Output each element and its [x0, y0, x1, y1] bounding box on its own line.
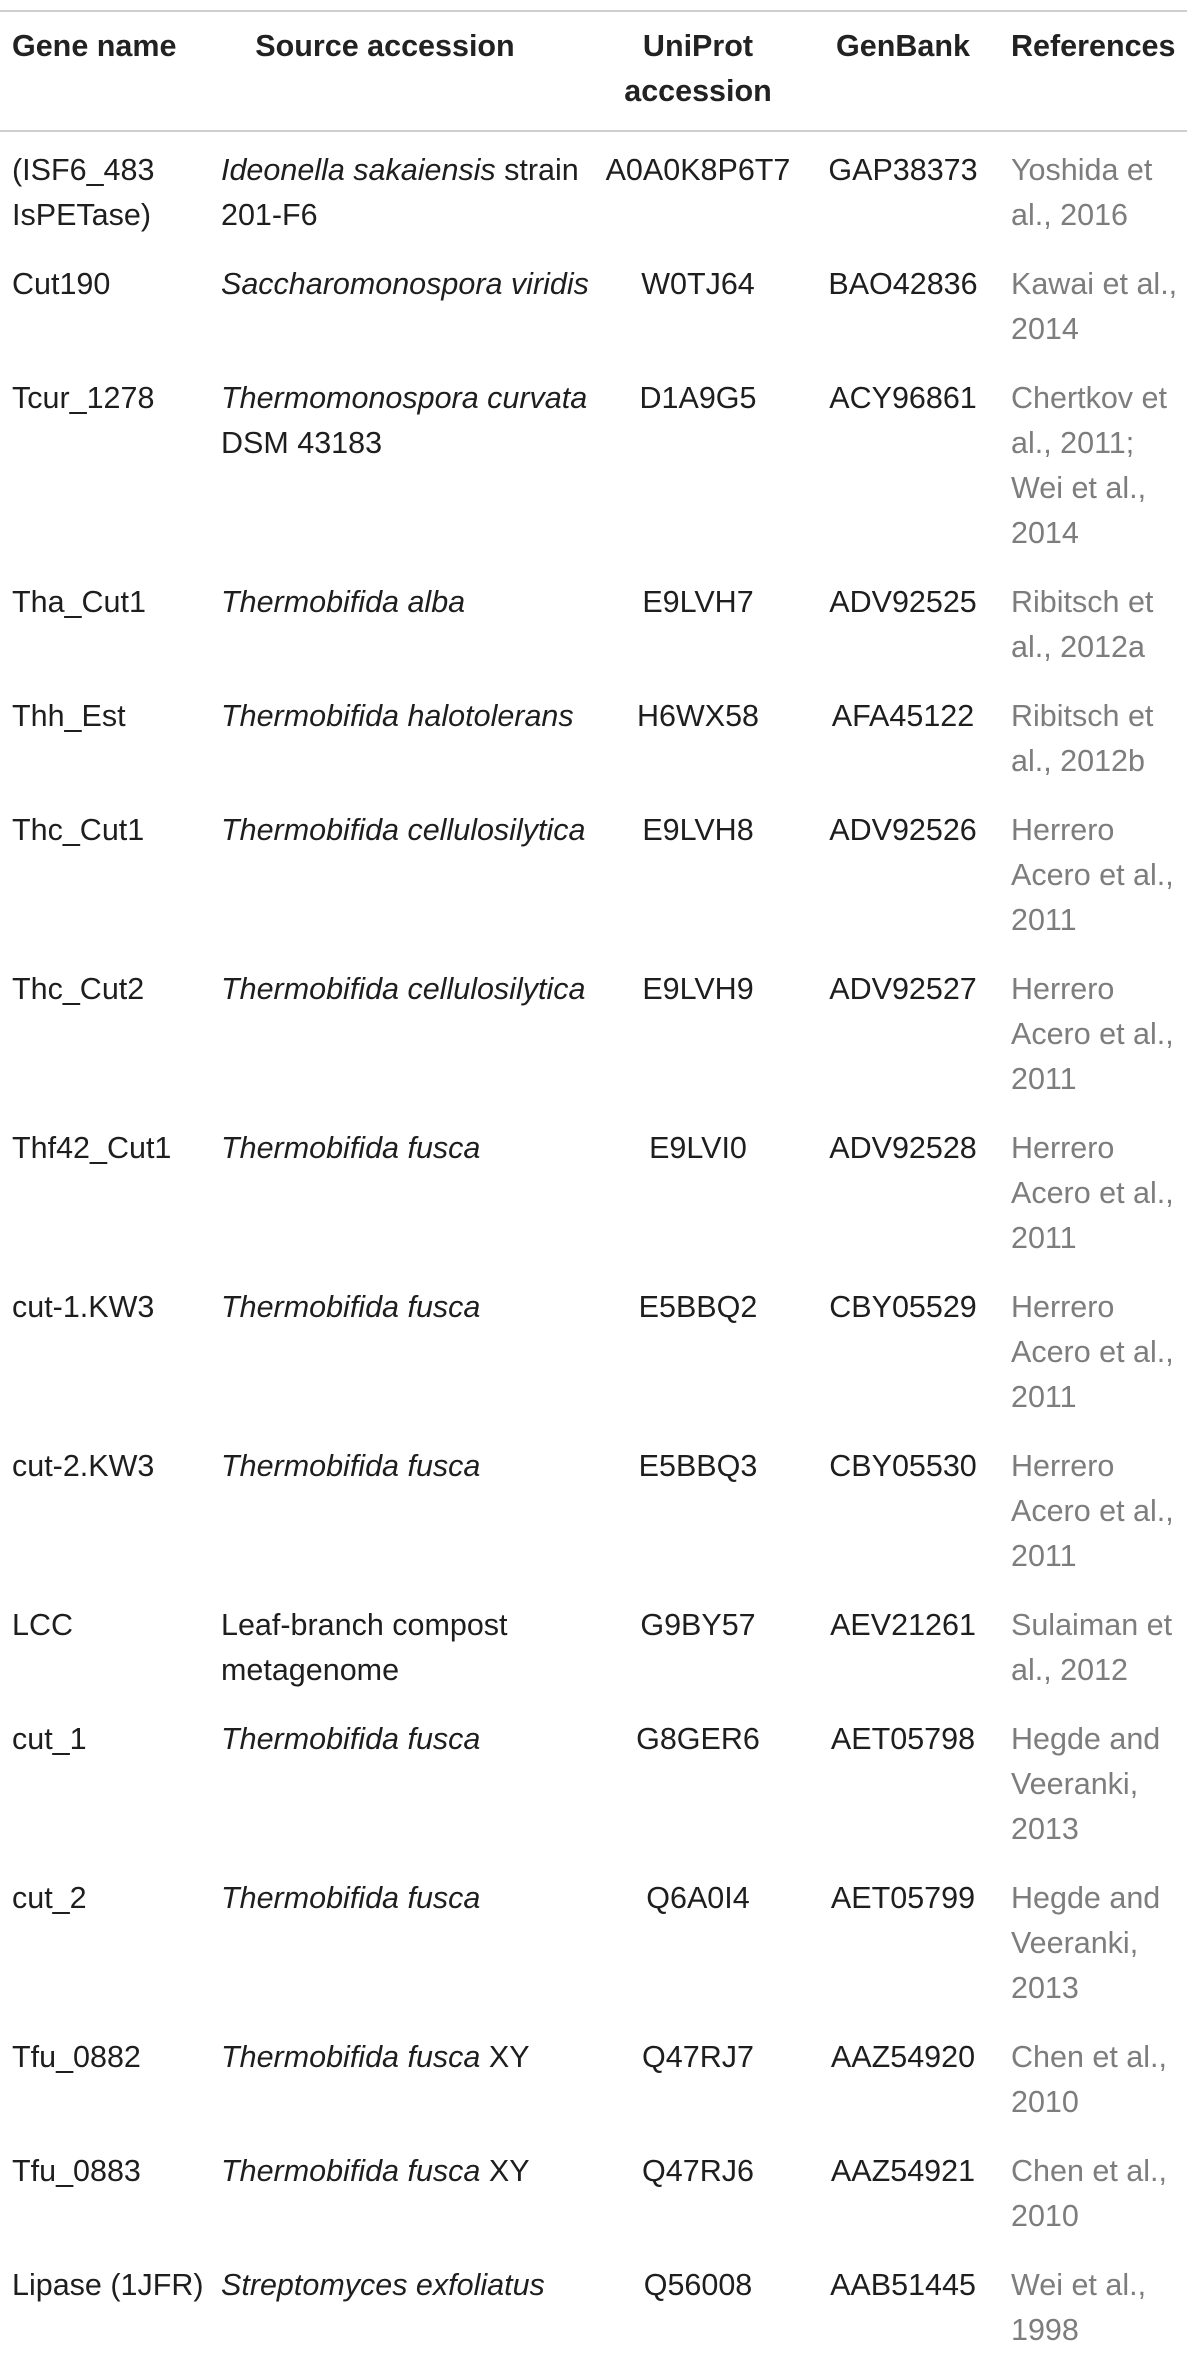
- table-row: [0, 951, 1187, 1110]
- gene-name-cell: cut_1: [12, 1722, 87, 1756]
- gene-name-cell: (ISF6_483 IsPETase): [12, 153, 155, 232]
- uniprot-accession-cell: E9LVH9: [642, 972, 754, 1006]
- genbank-cell: ACY96861: [829, 381, 977, 415]
- reference-link[interactable]: Ribitsch et al., 2012b: [1011, 699, 1154, 778]
- source-species: Thermobifida halotolerans: [221, 699, 574, 733]
- genbank-cell: ADV92527: [829, 972, 977, 1006]
- source-strain: XY: [480, 2040, 530, 2074]
- gene-name-cell: Tfu_0882: [12, 2040, 141, 2074]
- reference-link[interactable]: Hegde and Veeranki, 2013: [1011, 1722, 1161, 1846]
- source-accession-cell: [217, 360, 593, 564]
- gene-name-cell: cut-1.KW3: [12, 1290, 155, 1324]
- table-row: [0, 678, 1187, 792]
- genbank-cell: CBY05530: [829, 1449, 977, 1483]
- genbank-cell: AET05798: [830, 1722, 976, 1756]
- source-accession-cell: [217, 1428, 593, 1587]
- reference-link[interactable]: Hegde and Veeranki, 2013: [1011, 1881, 1161, 2005]
- reference-link[interactable]: Chertkov et al., 2011; Wei et al., 2014: [1011, 381, 1167, 550]
- table-row: [0, 2133, 1187, 2247]
- source-species: Thermomonospora curvata: [221, 381, 588, 415]
- table-row: [0, 792, 1187, 951]
- reference-link[interactable]: Chen et al., 2010: [1011, 2040, 1167, 2119]
- source-accession-cell: [217, 1587, 593, 1701]
- uniprot-accession-cell: E5BBQ3: [638, 1449, 758, 1483]
- header-row: [0, 11, 1187, 131]
- source-species: Thermobifida fusca: [221, 1131, 481, 1165]
- uniprot-accession-cell: Q47RJ7: [642, 2040, 754, 2074]
- source-accession-cell: [217, 792, 593, 951]
- genbank-cell: AAZ54921: [830, 2154, 976, 2188]
- reference-link[interactable]: Herrero Acero et al., 2011: [1011, 813, 1174, 937]
- genbank-cell: AET05799: [830, 1881, 976, 1915]
- source-accession-cell: [217, 2247, 593, 2361]
- uniprot-accession-cell: E5BBQ2: [638, 1290, 758, 1324]
- source-strain: XY: [480, 2154, 530, 2188]
- reference-link[interactable]: Sulaiman et al., 2012: [1011, 1608, 1173, 1687]
- gene-name-cell: Thc_Cut1: [12, 813, 145, 847]
- source-species: Thermobifida cellulosilytica: [221, 813, 586, 847]
- genbank-cell: ADV92525: [829, 585, 977, 619]
- source-accession-cell: [217, 1110, 593, 1269]
- source-species: Thermobifida fusca: [221, 1722, 481, 1756]
- uniprot-accession-cell: Q6A0I4: [646, 1881, 750, 1915]
- source-accession-cell: [217, 1860, 593, 2019]
- table-row: [0, 2247, 1187, 2361]
- table-body: [0, 131, 1187, 2361]
- source-accession-cell: [217, 678, 593, 792]
- uniprot-accession-cell: H6WX58: [636, 699, 760, 733]
- source-accession-cell: [217, 2133, 593, 2247]
- source-species: Ideonella sakaiensis: [221, 153, 496, 187]
- table-row: [0, 564, 1187, 678]
- source-accession-cell: [217, 131, 593, 246]
- genbank-cell: CBY05529: [829, 1290, 977, 1324]
- table-row: [0, 1428, 1187, 1587]
- table-row: [0, 246, 1187, 360]
- reference-link[interactable]: Chen et al., 2010: [1011, 2154, 1167, 2233]
- table-row: [0, 1110, 1187, 1269]
- gene-name-cell: Thc_Cut2: [12, 972, 145, 1006]
- gene-name-cell: Thf42_Cut1: [12, 1131, 172, 1165]
- uniprot-accession-cell: A0A0K8P6T7: [605, 153, 791, 187]
- reference-link[interactable]: Herrero Acero et al., 2011: [1011, 1131, 1174, 1255]
- gene-name-cell: Lipase (1JFR): [12, 2268, 204, 2302]
- uniprot-accession-cell: E9LVH7: [642, 585, 754, 619]
- table-row: [0, 1701, 1187, 1860]
- source-species: Saccharomonospora viridis: [221, 267, 589, 301]
- source-species: Thermobifida fusca: [221, 1881, 481, 1915]
- source-strain: strain 201-F6: [221, 153, 579, 232]
- reference-link[interactable]: Wei et al., 1998: [1011, 2268, 1147, 2347]
- source-accession-cell: [217, 1269, 593, 1428]
- source-accession-cell: [217, 951, 593, 1110]
- source-species: Thermobifida fusca: [221, 2040, 481, 2074]
- uniprot-accession-cell: Q56008: [643, 2268, 753, 2302]
- header-uniprot-accession: UniProt accession: [593, 11, 803, 131]
- genbank-cell: AFA45122: [831, 699, 975, 733]
- header-source-accession: Source accession: [217, 11, 593, 131]
- source-accession-cell: [217, 246, 593, 360]
- reference-link[interactable]: Herrero Acero et al., 2011: [1011, 1449, 1174, 1573]
- genbank-cell: ADV92526: [829, 813, 977, 847]
- gene-name-cell: Cut190: [12, 267, 111, 301]
- gene-table: [0, 10, 1187, 2361]
- uniprot-accession-cell: E9LVH8: [642, 813, 754, 847]
- gene-name-cell: Tcur_1278: [12, 381, 155, 415]
- reference-link[interactable]: Yoshida et al., 2016: [1011, 153, 1153, 232]
- source-species: Thermobifida alba: [221, 585, 466, 619]
- gene-name-cell: cut-2.KW3: [12, 1449, 155, 1483]
- header-gene-name: Gene name: [0, 11, 217, 131]
- source-species: Thermobifida fusca: [221, 1449, 481, 1483]
- source-species: Thermobifida fusca: [221, 1290, 481, 1324]
- genbank-cell: AAZ54920: [830, 2040, 976, 2074]
- source-strain: DSM 43183: [221, 426, 383, 460]
- reference-link[interactable]: Ribitsch et al., 2012a: [1011, 585, 1154, 664]
- table-row: [0, 1269, 1187, 1428]
- header-genbank: GenBank: [803, 11, 1003, 131]
- genbank-cell: AAB51445: [830, 2268, 976, 2302]
- table-row: [0, 131, 1187, 246]
- header-references: References: [1003, 11, 1187, 131]
- gene-name-cell: cut_2: [12, 1881, 87, 1915]
- source-strain: Leaf-branch compost metagenome: [221, 1608, 508, 1687]
- source-accession-cell: [217, 2019, 593, 2133]
- table-row: [0, 360, 1187, 564]
- source-accession-cell: [217, 1701, 593, 1860]
- uniprot-accession-cell: W0TJ64: [641, 267, 755, 301]
- genbank-cell: BAO42836: [828, 267, 978, 301]
- genbank-cell: GAP38373: [828, 153, 978, 187]
- source-species: Streptomyces exfoliatus: [221, 2268, 545, 2302]
- table-row: [0, 2019, 1187, 2133]
- uniprot-accession-cell: G8GER6: [636, 1722, 760, 1756]
- uniprot-accession-cell: G9BY57: [640, 1608, 756, 1642]
- gene-name-cell: LCC: [12, 1608, 74, 1642]
- source-species: Thermobifida fusca: [221, 2154, 481, 2188]
- gene-name-cell: Thh_Est: [12, 699, 126, 733]
- table-header: [0, 11, 1187, 131]
- reference-link[interactable]: Herrero Acero et al., 2011: [1011, 972, 1174, 1096]
- gene-name-cell: Tha_Cut1: [12, 585, 146, 619]
- uniprot-accession-cell: Q47RJ6: [642, 2154, 754, 2188]
- source-species: Thermobifida cellulosilytica: [221, 972, 586, 1006]
- genbank-cell: ADV92528: [829, 1131, 977, 1165]
- reference-link[interactable]: Kawai et al., 2014: [1011, 267, 1178, 346]
- table-row: [0, 1587, 1187, 1701]
- uniprot-accession-cell: E9LVI0: [649, 1131, 747, 1165]
- genbank-cell: AEV21261: [830, 1608, 976, 1642]
- reference-link[interactable]: Herrero Acero et al., 2011: [1011, 1290, 1174, 1414]
- table-row: [0, 1860, 1187, 2019]
- source-accession-cell: [217, 564, 593, 678]
- gene-name-cell: Tfu_0883: [12, 2154, 141, 2188]
- uniprot-accession-cell: D1A9G5: [639, 381, 757, 415]
